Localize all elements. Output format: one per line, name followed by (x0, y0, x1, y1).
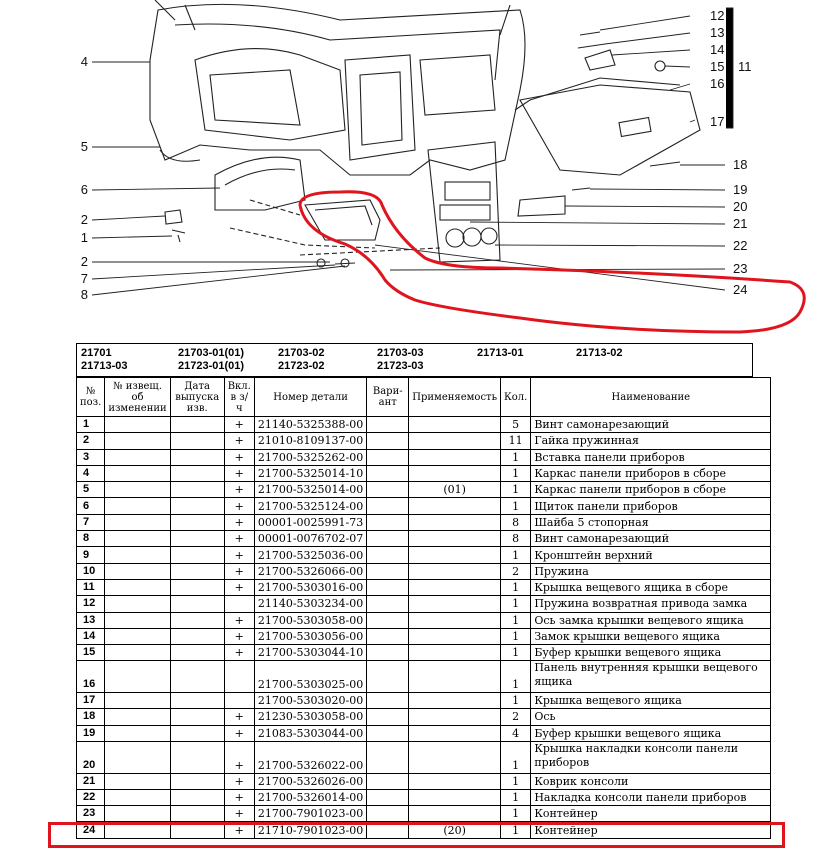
cell-name: Пружина (531, 563, 771, 579)
table-row (77, 465, 771, 481)
table-row (77, 741, 771, 773)
cell-part-number: 21230-5303058-00 (254, 709, 366, 725)
table-row (77, 612, 771, 628)
callout-label: 2 (80, 212, 88, 227)
model-code: 21713-03 (81, 360, 128, 372)
cell-pos: 19 (77, 725, 105, 741)
cell-date (170, 645, 224, 661)
cell-applicability (409, 741, 501, 773)
cell-part-number: 21700-5303025-00 (254, 661, 366, 693)
cell-included: + (224, 514, 254, 530)
cell-date (170, 773, 224, 789)
cell-notice (105, 709, 170, 725)
cell-pos: 13 (77, 612, 105, 628)
cell-date (170, 579, 224, 595)
callout-label: 19 (733, 182, 748, 197)
cell-pos: 15 (77, 645, 105, 661)
callout-label: 21 (733, 216, 748, 231)
cell-name: Панель внутренняя крышки вещевого ящика (531, 661, 771, 693)
cell-name: Ось (531, 709, 771, 725)
col-header-qty: Кол. (501, 378, 531, 417)
cell-part-number: 21083-5303044-00 (254, 725, 366, 741)
cell-included: + (224, 789, 254, 805)
cell-date (170, 612, 224, 628)
callout-label: 16 (710, 76, 725, 91)
cell-pos: 21 (77, 773, 105, 789)
cell-variant (367, 645, 409, 661)
cell-pos: 5 (77, 482, 105, 498)
table-row (77, 693, 771, 709)
model-code: 21713-01 (477, 347, 524, 359)
cell-name: Крышка накладки консоли панели приборов (531, 741, 771, 773)
cell-pos: 9 (77, 547, 105, 563)
table-row (77, 482, 771, 498)
cell-pos: 20 (77, 741, 105, 773)
model-code: 21723-03 (377, 360, 424, 372)
cell-part-number: 21700-5325124-00 (254, 498, 366, 514)
cell-notice (105, 806, 170, 822)
cell-applicability (409, 449, 501, 465)
cell-included: + (224, 465, 254, 481)
cell-variant (367, 612, 409, 628)
cell-date (170, 514, 224, 530)
cell-notice (105, 498, 170, 514)
cell-applicability (409, 433, 501, 449)
cell-notice (105, 661, 170, 693)
cell-included: + (224, 449, 254, 465)
cell-notice (105, 628, 170, 644)
cell-pos: 7 (77, 514, 105, 530)
cell-qty: 1 (501, 773, 531, 789)
cell-included: + (224, 417, 254, 433)
table-row (77, 498, 771, 514)
cell-part-number: 21700-5303044-10 (254, 645, 366, 661)
model-code: 21723-01(01) (178, 360, 245, 372)
table-row (77, 433, 771, 449)
cell-part-number: 00001-0076702-07 (254, 531, 366, 547)
cell-qty: 1 (501, 789, 531, 805)
cell-applicability (409, 612, 501, 628)
cell-qty: 1 (501, 806, 531, 822)
callout-label: 20 (733, 199, 748, 214)
cell-qty: 1 (501, 465, 531, 481)
col-header-part-number: Номер детали (254, 378, 366, 417)
cell-qty: 2 (501, 709, 531, 725)
table-row (77, 773, 771, 789)
col-header-name: Наименование (531, 378, 771, 417)
cell-name: Буфер крышки вещевого ящика (531, 645, 771, 661)
cell-variant (367, 579, 409, 595)
cell-name: Буфер крышки вещевого ящика (531, 725, 771, 741)
table-row (77, 628, 771, 644)
table-header-row (77, 378, 771, 417)
cell-date (170, 449, 224, 465)
cell-qty: 1 (501, 693, 531, 709)
callout-label: 2 (80, 254, 88, 269)
cell-notice (105, 612, 170, 628)
cell-name: Коврик консоли (531, 773, 771, 789)
cell-pos: 16 (77, 661, 105, 693)
table-row (77, 417, 771, 433)
cell-date (170, 709, 224, 725)
callout-numbers-left (81, 54, 88, 302)
col-header-pos: № поз. (77, 378, 105, 417)
callout-label: 17 (710, 114, 725, 129)
cell-name: Крышка вещевого ящика (531, 693, 771, 709)
cell-applicability (409, 531, 501, 547)
callout-group-label: 11 (738, 59, 752, 74)
cell-notice (105, 645, 170, 661)
cell-applicability (409, 465, 501, 481)
model-code: 21703-03 (377, 347, 424, 359)
cell-variant (367, 433, 409, 449)
cell-qty: 1 (501, 596, 531, 612)
cell-variant (367, 596, 409, 612)
cell-part-number: 21700-5303016-00 (254, 579, 366, 595)
cell-date (170, 806, 224, 822)
cell-pos: 22 (77, 789, 105, 805)
cell-pos: 6 (77, 498, 105, 514)
cell-date (170, 596, 224, 612)
cell-date (170, 563, 224, 579)
cell-part-number: 21700-5325262-00 (254, 449, 366, 465)
table-row (77, 547, 771, 563)
cell-included: + (224, 725, 254, 741)
cell-variant (367, 741, 409, 773)
cell-notice (105, 563, 170, 579)
cell-included: + (224, 531, 254, 547)
cell-included: + (224, 822, 254, 838)
cell-included: + (224, 579, 254, 595)
cell-name: Вставка панели приборов (531, 449, 771, 465)
cell-notice (105, 693, 170, 709)
cell-included: + (224, 628, 254, 644)
callout-label: 13 (710, 25, 725, 40)
table-row (77, 645, 771, 661)
cell-applicability (409, 417, 501, 433)
model-code: 21723-02 (278, 360, 325, 372)
table-row (77, 806, 771, 822)
table-row (77, 789, 771, 805)
cell-notice (105, 417, 170, 433)
cell-qty: 4 (501, 725, 531, 741)
cell-included: + (224, 645, 254, 661)
table-row (77, 725, 771, 741)
cell-variant (367, 773, 409, 789)
cell-date (170, 693, 224, 709)
cell-pos: 11 (77, 579, 105, 595)
cell-included: + (224, 482, 254, 498)
cell-included: + (224, 773, 254, 789)
cell-part-number: 21700-5326022-00 (254, 741, 366, 773)
cell-part-number: 21700-5303056-00 (254, 628, 366, 644)
cell-notice (105, 465, 170, 481)
table-row (77, 661, 771, 693)
cell-notice (105, 579, 170, 595)
cell-notice (105, 741, 170, 773)
cell-part-number: 21700-5326066-00 (254, 563, 366, 579)
callout-label: 15 (710, 59, 725, 74)
cell-part-number: 21710-7901023-00 (254, 822, 366, 838)
cell-variant (367, 498, 409, 514)
cell-name: Накладка консоли панели приборов (531, 789, 771, 805)
cell-qty: 1 (501, 579, 531, 595)
callout-label: 23 (733, 261, 748, 276)
cell-name: Гайка пружинная (531, 433, 771, 449)
cell-applicability (409, 789, 501, 805)
cell-pos: 1 (77, 417, 105, 433)
cell-date (170, 725, 224, 741)
cell-applicability (409, 725, 501, 741)
callout-label: 8 (80, 287, 88, 302)
cell-included (224, 596, 254, 612)
cell-notice (105, 514, 170, 530)
cell-part-number: 21700-5303020-00 (254, 693, 366, 709)
cell-notice (105, 531, 170, 547)
cell-included: + (224, 563, 254, 579)
cell-included: + (224, 741, 254, 773)
table-row (77, 531, 771, 547)
callout-label: 12 (710, 8, 725, 23)
callout-label: 5 (80, 139, 88, 154)
model-code: 21703-01(01) (178, 347, 245, 359)
cell-variant (367, 449, 409, 465)
cell-variant (367, 417, 409, 433)
table-row (77, 709, 771, 725)
cell-date (170, 433, 224, 449)
table-row (77, 563, 771, 579)
cell-notice (105, 773, 170, 789)
cell-name: Контейнер (531, 806, 771, 822)
cell-date (170, 628, 224, 644)
cell-pos: 12 (77, 596, 105, 612)
model-code: 21703-02 (278, 347, 325, 359)
cell-notice (105, 789, 170, 805)
cell-applicability: (20) (409, 822, 501, 838)
cell-name: Каркас панели приборов в сборе (531, 465, 771, 481)
model-header (76, 343, 753, 377)
cell-applicability (409, 645, 501, 661)
cell-date (170, 531, 224, 547)
cell-name: Крышка вещевого ящика в сборе (531, 579, 771, 595)
cell-name: Контейнер (531, 822, 771, 838)
parts-table (76, 377, 771, 839)
col-header-variant: Вари-ант (367, 378, 409, 417)
cell-variant (367, 465, 409, 481)
cell-name: Винт самонарезающий (531, 417, 771, 433)
cell-qty: 1 (501, 741, 531, 773)
callout-label: 22 (733, 238, 748, 253)
cell-variant (367, 725, 409, 741)
cell-part-number: 21010-8109137-00 (254, 433, 366, 449)
cell-pos: 8 (77, 531, 105, 547)
cell-qty: 1 (501, 547, 531, 563)
table-row (77, 514, 771, 530)
table-row (77, 579, 771, 595)
leader-lines (92, 8, 733, 295)
cell-applicability (409, 693, 501, 709)
cell-qty: 1 (501, 449, 531, 465)
cell-variant (367, 514, 409, 530)
cell-variant (367, 709, 409, 725)
cell-included: + (224, 498, 254, 514)
cell-part-number: 00001-0025991-73 (254, 514, 366, 530)
cell-applicability (409, 806, 501, 822)
cell-included: + (224, 433, 254, 449)
callout-label: 24 (733, 282, 748, 297)
cell-applicability (409, 498, 501, 514)
cell-notice (105, 547, 170, 563)
table-row (77, 449, 771, 465)
callout-label: 7 (80, 271, 88, 286)
cell-qty: 5 (501, 417, 531, 433)
cell-name: Каркас панели приборов в сборе (531, 482, 771, 498)
cell-pos: 4 (77, 465, 105, 481)
exploded-parts-diagram (0, 0, 817, 340)
cell-applicability (409, 547, 501, 563)
highlight-row-24 (48, 822, 785, 848)
cell-applicability (409, 579, 501, 595)
cell-pos: 23 (77, 806, 105, 822)
cell-pos: 2 (77, 433, 105, 449)
cell-applicability (409, 596, 501, 612)
cell-date (170, 465, 224, 481)
cell-part-number: 21140-5325388-00 (254, 417, 366, 433)
cell-variant (367, 789, 409, 805)
cell-variant (367, 482, 409, 498)
cell-applicability (409, 661, 501, 693)
cell-part-number: 21700-5326026-00 (254, 773, 366, 789)
table-body (77, 417, 771, 839)
cell-name: Щиток панели приборов (531, 498, 771, 514)
cell-applicability (409, 628, 501, 644)
cell-date (170, 741, 224, 773)
cell-applicability (409, 709, 501, 725)
callout-label: 6 (80, 182, 88, 197)
cell-qty: 8 (501, 514, 531, 530)
cell-qty: 1 (501, 822, 531, 838)
cell-pos: 24 (77, 822, 105, 838)
cell-qty: 1 (501, 612, 531, 628)
cell-part-number: 21700-5325014-10 (254, 465, 366, 481)
cell-qty: 1 (501, 482, 531, 498)
model-code: 21701 (81, 347, 112, 359)
cell-qty: 1 (501, 661, 531, 693)
cell-qty: 1 (501, 498, 531, 514)
cell-applicability (409, 514, 501, 530)
cell-qty: 2 (501, 563, 531, 579)
cell-applicability: (01) (409, 482, 501, 498)
callout-label: 1 (80, 230, 88, 245)
dashboard-drawing (150, 0, 700, 267)
cell-date (170, 417, 224, 433)
cell-name: Шайба 5 стопорная (531, 514, 771, 530)
cell-variant (367, 531, 409, 547)
cell-name: Пружина возвратная привода замка (531, 596, 771, 612)
callout-label: 14 (710, 42, 725, 57)
callout-label: 18 (733, 157, 748, 172)
cell-part-number: 21700-5325036-00 (254, 547, 366, 563)
cell-part-number: 21700-7901023-00 (254, 806, 366, 822)
cell-included: + (224, 709, 254, 725)
col-header-notice: № извещ. об изменении (105, 378, 170, 417)
cell-part-number: 21700-5326014-00 (254, 789, 366, 805)
cell-part-number: 21140-5303234-00 (254, 596, 366, 612)
cell-notice (105, 596, 170, 612)
cell-notice (105, 725, 170, 741)
cell-name: Кронштейн верхний (531, 547, 771, 563)
highlight-loop (300, 192, 804, 332)
cell-included (224, 661, 254, 693)
cell-applicability (409, 773, 501, 789)
col-header-applicability: Применяемость (409, 378, 501, 417)
col-header-included: Вкл. в з/ч (224, 378, 254, 417)
cell-pos: 3 (77, 449, 105, 465)
cell-qty: 11 (501, 433, 531, 449)
cell-notice (105, 449, 170, 465)
cell-qty: 8 (501, 531, 531, 547)
cell-date (170, 661, 224, 693)
cell-qty: 1 (501, 628, 531, 644)
cell-notice (105, 433, 170, 449)
cell-pos: 10 (77, 563, 105, 579)
cell-applicability (409, 563, 501, 579)
cell-name: Ось замка крышки вещевого ящика (531, 612, 771, 628)
cell-notice (105, 482, 170, 498)
cell-date (170, 482, 224, 498)
cell-variant (367, 693, 409, 709)
cell-variant (367, 563, 409, 579)
cell-name: Винт самонарезающий (531, 531, 771, 547)
callout-label: 4 (80, 54, 88, 69)
cell-part-number: 21700-5325014-00 (254, 482, 366, 498)
model-code: 21713-02 (576, 347, 623, 359)
cell-pos: 14 (77, 628, 105, 644)
col-header-date: Дата выпуска изв. (170, 378, 224, 417)
cell-pos: 18 (77, 709, 105, 725)
cell-variant (367, 628, 409, 644)
cell-included (224, 693, 254, 709)
cell-date (170, 789, 224, 805)
cell-qty: 1 (501, 645, 531, 661)
table-row (77, 596, 771, 612)
cell-date (170, 547, 224, 563)
cell-date (170, 498, 224, 514)
cell-included: + (224, 612, 254, 628)
cell-variant (367, 806, 409, 822)
cell-included: + (224, 806, 254, 822)
cell-pos: 17 (77, 693, 105, 709)
cell-part-number: 21700-5303058-00 (254, 612, 366, 628)
cell-variant (367, 661, 409, 693)
cell-variant (367, 547, 409, 563)
cell-name: Замок крышки вещевого ящика (531, 628, 771, 644)
cell-included: + (224, 547, 254, 563)
